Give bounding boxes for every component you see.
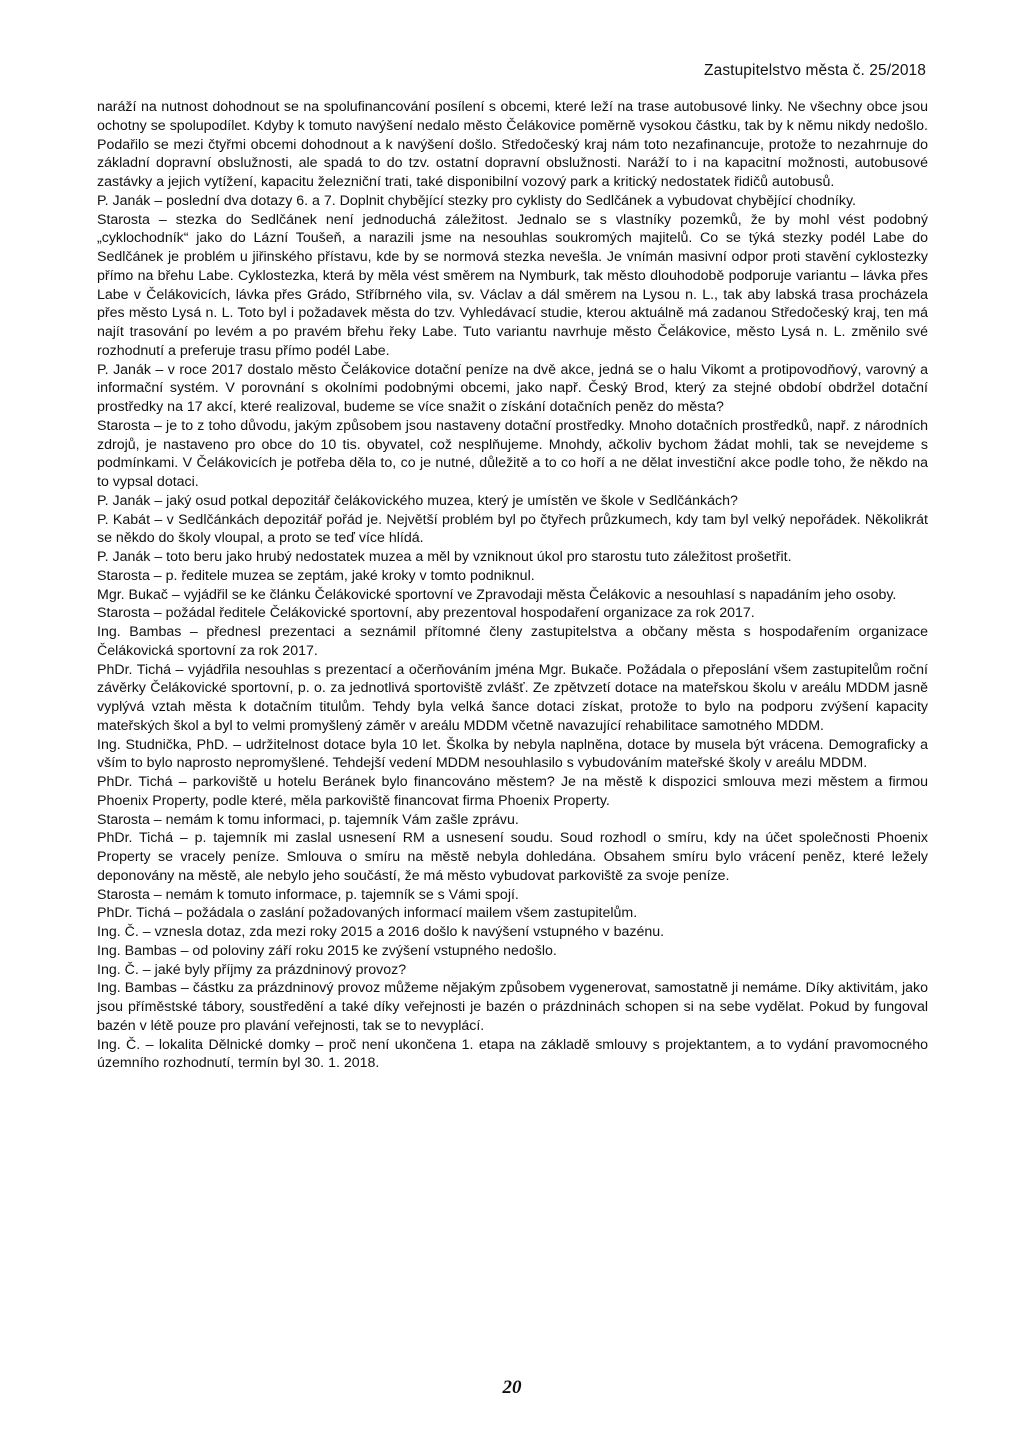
paragraph: Ing. Č. – jaké byly příjmy za prázdninový provoz? — [97, 961, 407, 978]
paragraph: PhDr. Tichá – p. tajemník mi zaslal usnesení RM a usnesení soudu. Soud rozhodl o smíru, kdy na účet společnosti Phoenix Property se vracely peníze. Smlouva o smíru na městě nebyla dohledána. Obsahem smíru bylo vrácení peněz, které ležely deponovány na městě, ale nebylo jeho součástí, že má město vybudovat parkoviště za svoje peníze. — [97, 830, 928, 884]
document-body — [97, 98, 928, 1073]
paragraph: PhDr. Tichá – parkoviště u hotelu Beránek bylo financováno městem? Je na městě k dispozici smlouva mezi městem a firmou Phoenix Property, podle které, měla parkoviště financovat firma Phoenix Property. — [97, 774, 928, 809]
paragraph: P. Janák – jaký osud potkal depozitář čelákovického muzea, který je umístěn ve škole v Sedlčánkách? — [97, 492, 738, 509]
paragraph: PhDr. Tichá – vyjádřila nesouhlas s prezentací a očerňováním jména Mgr. Bukače. Požádala o přeposlání všem zastupitelům roční závěrky Čelákovické sportovní, p. o. za jednotlivá sportoviště zvlášť. Ze zpětvzetí dotace na mateřskou školu v areálu MDDM jasně vyplývá vztah města k dotačním titulům. Tehdy byla velká šance dotaci získat, protože to bylo na podporu zvýšení kapacity mateřských škol a byl to velmi promyšlený záměr v areálu MDDM včetně navazující rehabilitace samotného MDDM. — [97, 661, 928, 734]
paragraph: Ing. Bambas – částku za prázdninový provoz můžeme nějakým způsobem vygenerovat, samostatně ji nemáme. Díky aktivitám, jako jsou příměstské tábory, soustředění a také díky veřejnosti je bazén o prázdninách schopen si na sebe vydělat. Pokud by fungoval bazén v létě pouze pro plavání veřejnosti, tak se to nevyplácí. — [97, 980, 928, 1034]
paragraph: Starosta – požádal ředitele Čelákovické sportovní, aby prezentoval hospodaření organizace za rok 2017. — [97, 605, 755, 622]
paragraph: Starosta – nemám k tomuto informace, p. tajemník se s Vámi spojí. — [97, 886, 519, 903]
paragraph: P. Kabát – v Sedlčánkách depozitář pořád je. Největší problém byl po čtyřech průzkumech, kdy tam byl velký nepořádek. Několikrát se někdo do školy vloupal, a proto se teď více hlídá. — [97, 511, 928, 547]
paragraph: Starosta – stezka do Sedlčánek není jednoduchá záležitost. Jednalo se s vlastníky pozemků, že by mohl vést podobný „cyklochodník“ jako do Lázní Toušeň, a narazili jsme na nesouhlas soukromých majitelů. Co se týká stezky podél Labe do Sedlčánek je problém u jiřinského přístavu, kde by se normová stezka nevešla. Je vnímán masivní odpor proti stavění cyklostezky přímo na břehu Labe. Cyklostezka, která by měla vést směrem na Nymburk, tak město dlouhodobě podporuje variantu – lávka přes Labe v Čelákovicích, lávka přes Grádo, Stříbrného vila, sv. Václav a dál směrem na Lysou n. L., tak aby labská trasa procházela přes město Lysá n. L. Toto byl i požadavek města do tzv. Vyhledávací studie, kterou aktuálně má zadanou Středočeský kraj, ten má najít trasování po levém a po pravém břehu řeky Labe. Tuto variantu navrhuje město Čelákovice, město Lysá n. L. změnilo své rozhodnutí a preferuje trasu přímo podél Labe. — [97, 211, 928, 359]
paragraph: Ing. Č. – vznesla dotaz, zda mezi roky 2015 a 2016 došlo k navýšení vstupného v bazénu. — [97, 924, 665, 940]
paragraph: P. Janák – poslední dva dotazy 6. a 7. Doplnit chybějící stezky pro cyklisty do Sedlčánek a vybudovat chybějící chodníky. — [97, 192, 856, 209]
paragraph: PhDr. Tichá – požádala o zaslání požadovaných informací mailem všem zastupitelům. — [97, 905, 638, 922]
paragraph: Mgr. Bukač – vyjádřil se ke článku Čelákovické sportovní ve Zpravodaji města Čelákovic a nesouhlasí s napadáním jeho osoby. — [97, 586, 897, 603]
paragraph: Ing. Bambas – přednesl prezentaci a seznámil přítomné členy zastupitelstva a občany města s hospodařením organizace Čelákovická sportovní za rok 2017. — [97, 624, 928, 659]
paragraph: Ing. Bambas – od poloviny září roku 2015 ke zvýšení vstupného nedošlo. — [97, 942, 557, 959]
page-number: 20 — [502, 1377, 522, 1398]
paragraph: naráží na nutnost dohodnout se na spolufinancování posílení s obcemi, které leží na trase autobusové linky. Ne všechny obce jsou ochotny se spolupodílet. Kdyby k tomuto navýšení nedalo město Čelákovice poměrně vysokou částku, tak by k němu nikdy nedošlo. Podařilo se mezi čtyřmi obcemi dohodnout a k navýšení došlo. Středočeský kraj nám toto nezafinancuje, protože to nezahrnuje do základní dopravní obslužnosti, ale spadá to do tzv. ostatní dopravní obslužnosti. Naráží to i na kapacitní možnosti, autobusové zastávky a jejich vytížení, kapacitu železniční trati, také disponibilní vozový park a kritický nedostatek řidičů autobusů. — [97, 99, 928, 190]
page-header: Zastupitelstvo města č. 25/2018 — [704, 62, 926, 79]
paragraph: P. Janák – toto beru jako hrubý nedostatek muzea a měl by vzniknout úkol pro starostu tuto záležitost prošetřit. — [97, 549, 792, 565]
paragraph: P. Janák – v roce 2017 dostalo město Čelákovice dotační peníze na dvě akce, jedná se o halu Vikomt a protipovodňový, varovný a informační systém. V porovnání s okolními podobnými obcemi, jako např. Český Brod, který za stejné období obdržel dotační prostředky na 17 akcí, které realizoval, budeme se více snažit o získání dotačních peněz do města? — [97, 361, 928, 415]
paragraph: Ing. Č. – lokalita Dělnické domky – proč není ukončena 1. etapa na základě smlouvy s projektantem, a to vydání pravomocného územního rozhodnutí, termín byl 30. 1. 2018. — [97, 1036, 928, 1072]
paragraph: Starosta – je to z toho důvodu, jakým způsobem jsou nastaveny dotační prostředky. Mnoho dotačních prostředků, např. z národních zdrojů, je nastaveno pro obce do 10 tis. obyvatel, což nesplňujeme. Mnohdy, ačkoliv bychom žádat mohli, tak se nevejdeme s podmínkami. V Čelákovicích je potřeba děla to, co je nutné, důležitě a to co hoří a ne dělat investiční akce podle toho, že někdo na to vypsal dotaci. — [97, 417, 928, 490]
paragraph: Ing. Studnička, PhD. – udržitelnost dotace byla 10 let. Školka by nebyla naplněna, dotace by musela být vrácena. Demograficky a vším to bylo naprosto nepromyšlené. Tehdejší vedení MDDM nesouhlasilo s vybudováním mateřské školy v areálu MDDM. — [97, 736, 928, 772]
paragraph: Starosta – nemám k tomu informaci, p. tajemník Vám zašle zprávu. — [97, 811, 519, 828]
paragraph: Starosta – p. ředitele muzea se zeptám, jaké kroky v tomto podniknul. — [97, 567, 535, 584]
